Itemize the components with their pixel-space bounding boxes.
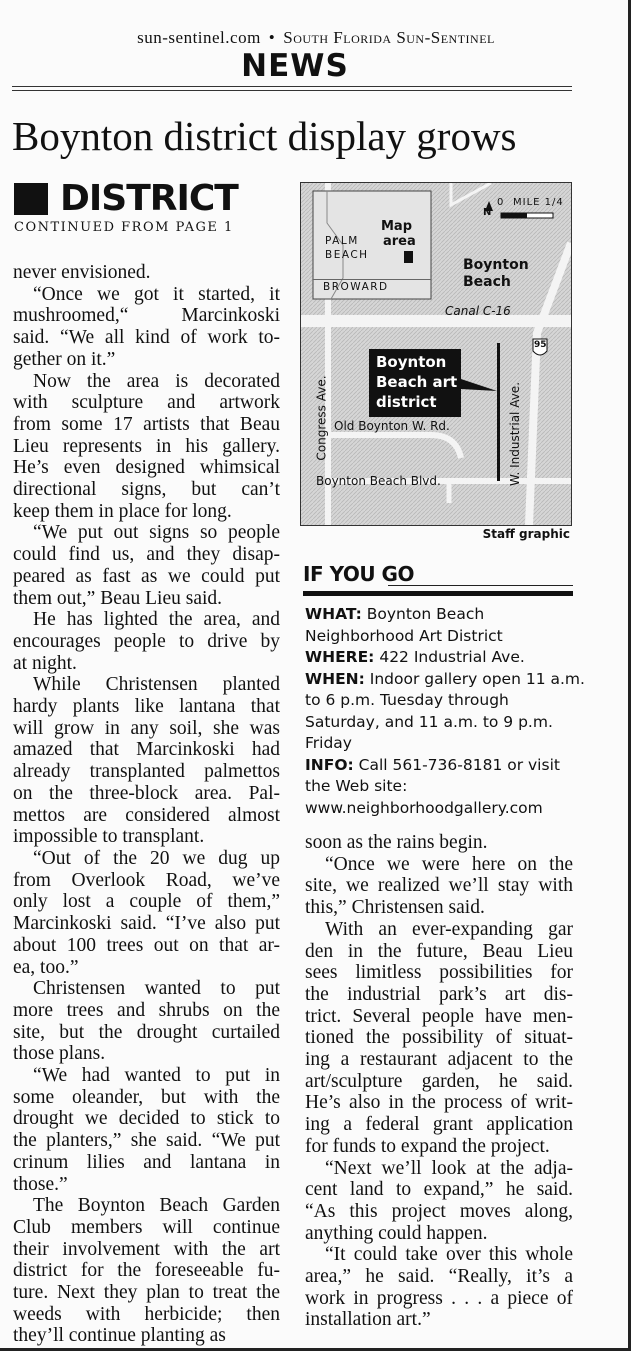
- text-line: area,” he said. “Really, it’s a: [305, 1266, 573, 1288]
- paragraph: [305, 1158, 573, 1245]
- info-value-2: the Web site:: [305, 777, 408, 795]
- text-line: “Once we were here on the: [325, 853, 573, 875]
- paragraph: [305, 854, 573, 919]
- text-line: “Out of the 20 we dug up: [33, 847, 280, 869]
- text-line: “We had wanted to put in: [33, 1065, 280, 1087]
- text-line: their involvement with the art: [13, 1238, 280, 1260]
- text-line: Christensen wanted to put: [33, 978, 280, 1000]
- paragraph: [13, 609, 280, 674]
- text-line: them out,” Beau Lieu said.: [13, 587, 223, 609]
- inset-label-beach: BEACH: [325, 249, 369, 261]
- text-line: art/sculpture garden, he said.: [305, 1070, 573, 1092]
- text-line: “It could take over this whole: [325, 1244, 573, 1266]
- info-value: Call 561-736-8181 or visit: [358, 755, 560, 774]
- when-value-3: Saturday, and 11 a.m. to 9 p.m.: [305, 712, 553, 731]
- text-line: from Overlook Road, we’ve: [13, 869, 280, 891]
- text-line: ing a federal grant application: [305, 1114, 573, 1136]
- north-label: N: [483, 207, 492, 218]
- scale-label: MILE 1/4: [513, 197, 564, 208]
- text-line: drought we decided to stick to: [13, 1108, 280, 1130]
- interstate-label: 95: [534, 340, 547, 350]
- kicker-square-icon: [14, 183, 48, 215]
- paragraph: [13, 674, 280, 848]
- what-value-2: Neighborhood Art District: [305, 626, 503, 645]
- paragraph: [305, 919, 573, 1158]
- text-line: den in the future, Beau Lieu: [305, 940, 573, 962]
- masthead: [0, 28, 632, 48]
- text-line: more trees and shrubs on the: [13, 999, 280, 1021]
- text-line: mettos are considered almost: [13, 804, 280, 826]
- what-label: WHAT:: [305, 605, 362, 623]
- text-line: With an ever-expanding gar: [325, 918, 573, 940]
- site-url: sun-sentinel.com: [137, 28, 261, 47]
- canal-label: Canal C-16: [445, 304, 511, 318]
- text-line: soon as the rains begin.: [305, 832, 488, 853]
- text-line: the planters,” she said. “We put: [13, 1130, 280, 1152]
- text-line: amazed that Marcinkoski had: [13, 739, 280, 761]
- text-line: already transplanted palmettos: [13, 761, 280, 783]
- if-you-go-rule: [388, 585, 573, 586]
- text-line: “We put out signs so people: [33, 522, 280, 544]
- text-line: with sculpture and artwork: [13, 392, 280, 414]
- staff-graphic-credit: Staff graphic: [482, 527, 570, 541]
- text-line: peared as fast as we could put: [13, 565, 280, 587]
- text-line: He’s also in the process of writ-: [305, 1092, 573, 1114]
- text-line: those.”: [13, 1173, 68, 1195]
- text-line: this,” Christensen said.: [305, 897, 485, 919]
- if-you-go-bar: [303, 591, 573, 596]
- when-value-2: to 6 p.m. Tuesday through: [305, 691, 509, 709]
- text-line: installation art.”: [305, 1309, 431, 1331]
- paper-name: South Florida Sun-Sentinel: [283, 28, 495, 47]
- text-line: The Boynton Beach Garden: [33, 1195, 280, 1217]
- road-label-boynton-blvd: Boynton Beach Blvd.: [316, 474, 441, 488]
- text-line: they’ll continue planting as: [13, 1325, 226, 1347]
- text-line: for funds to expand the project.: [305, 1135, 550, 1157]
- paragraph: [13, 848, 280, 978]
- text-line: “As this project moves along,: [305, 1200, 573, 1222]
- text-line: impossible to transplant.: [13, 826, 205, 848]
- inset-label-broward: BROWARD: [323, 281, 389, 293]
- map-area-label-1: Map: [381, 219, 413, 234]
- text-line: weeds with herbicide; then: [13, 1303, 280, 1325]
- text-line: Club members will continue: [13, 1216, 280, 1238]
- text-line: He’s even designed whimsical: [13, 457, 280, 479]
- text-line: “Next we’ll look at the adja-: [325, 1157, 573, 1179]
- text-line: keep them in place for long.: [13, 500, 232, 522]
- continued-line: CONTINUED FROM PAGE 1: [14, 220, 234, 235]
- kicker: [14, 178, 238, 219]
- paragraph: [13, 978, 280, 1065]
- text-line: Marcinkoski said. “I’ve also put: [13, 913, 280, 935]
- text-line: Now the area is decorated: [33, 370, 280, 392]
- paragraph: [305, 832, 573, 854]
- text-line: work in progress . . . a piece of: [305, 1287, 573, 1309]
- headline: Boynton district display grows: [12, 113, 517, 159]
- locator-map: [300, 182, 572, 526]
- text-line: hardy plants like lantana that: [13, 696, 280, 718]
- text-line: Lieu represents in his gallery.: [13, 435, 280, 457]
- road-label-old-boynton: Old Boynton W. Rd.: [334, 419, 450, 433]
- section-label: NEWS: [241, 48, 349, 84]
- if-you-go-box: [305, 604, 585, 819]
- text-line: encourages people to drive by: [13, 630, 280, 652]
- text-line: He has lighted the area, and: [33, 609, 280, 631]
- text-line: the industrial park’s art dis-: [305, 983, 573, 1005]
- masthead-rule: [12, 86, 572, 87]
- city-label-1: Boynton: [463, 257, 529, 273]
- if-you-go-heading: IF YOU GO: [303, 562, 414, 586]
- text-line: “Once we got it started, it: [33, 283, 280, 305]
- text-line: about 100 trees out on that ar-: [13, 934, 280, 956]
- text-line: sees limitless possibilities for: [305, 962, 573, 984]
- inset-label-palm: PALM: [325, 235, 359, 247]
- where-label: WHERE:: [305, 648, 375, 666]
- text-line: cent land to expand,” he said.: [305, 1179, 573, 1201]
- article-column-right: [305, 832, 573, 1331]
- what-value: Boynton Beach: [366, 605, 485, 623]
- text-line: mushroomed,“ Marcinkoski: [13, 305, 280, 327]
- text-line: from some 17 artists that Beau: [13, 413, 280, 435]
- masthead-rule-2: [12, 90, 572, 91]
- paragraph: [305, 1244, 573, 1331]
- text-line: anything could happen.: [305, 1222, 488, 1244]
- text-line: trict. Several people have men-: [305, 1005, 573, 1027]
- district-label-2: Beach art: [376, 373, 458, 391]
- text-line: site, but the drought curtailed: [13, 1021, 280, 1043]
- road-label-congress: Congress Ave.: [314, 375, 329, 461]
- text-line: crinum lilies and lantana in: [13, 1151, 280, 1173]
- text-line: directional signs, but can’t: [13, 479, 280, 501]
- paragraph: [13, 284, 280, 371]
- text-line: ing a restaurant adjacent to the: [305, 1049, 573, 1071]
- city-label-2: Beach: [463, 274, 511, 290]
- when-value-4: Friday: [305, 734, 352, 752]
- paragraph: [13, 522, 280, 609]
- text-line: will grow in any soil, she was: [13, 717, 280, 739]
- article-column-left: [13, 262, 280, 1347]
- text-line: those plans.: [13, 1043, 106, 1065]
- masthead-bullet: •: [268, 28, 276, 47]
- district-label-1: Boynton: [376, 353, 447, 371]
- text-line: could find us, and they disap-: [13, 544, 280, 566]
- text-line: on the three-block area. Pal-: [13, 782, 280, 804]
- text-line: While Christensen planted: [33, 674, 280, 696]
- info-label: INFO:: [305, 755, 354, 774]
- text-line: said. “We all kind of work to-: [13, 327, 280, 349]
- text-line: ture. Next they plan to treat the: [13, 1282, 280, 1304]
- paragraph: [13, 262, 280, 284]
- paragraph: [13, 1065, 280, 1195]
- paragraph: [13, 371, 280, 523]
- road-label-industrial: W. Industrial Ave.: [508, 381, 523, 487]
- scale-zero: 0: [497, 197, 504, 208]
- paragraph: [13, 1195, 280, 1347]
- text-line: ea, too.”: [13, 956, 79, 978]
- kicker-label: DISTRICT: [60, 178, 238, 219]
- text-line: at night.: [13, 652, 77, 674]
- district-label-3: district: [376, 393, 437, 411]
- text-line: never envisioned.: [13, 262, 151, 283]
- map-area-label-2: area: [383, 234, 416, 249]
- website-link[interactable]: www.neighborhoodgallery.com: [305, 798, 543, 817]
- text-line: gether on it.”: [13, 348, 116, 370]
- text-line: district for the foreseeable fu-: [13, 1260, 280, 1282]
- text-line: tioned the possibility of situat-: [305, 1027, 573, 1049]
- when-value: Indoor gallery open 11 a.m.: [369, 669, 585, 688]
- when-label: WHEN:: [305, 669, 365, 688]
- where-value: 422 Industrial Ave.: [379, 648, 525, 666]
- text-line: only lost a couple of them,”: [13, 891, 280, 913]
- text-line: site, we realized we’ll stay with: [305, 875, 573, 897]
- text-line: some oleander, but with the: [13, 1086, 280, 1108]
